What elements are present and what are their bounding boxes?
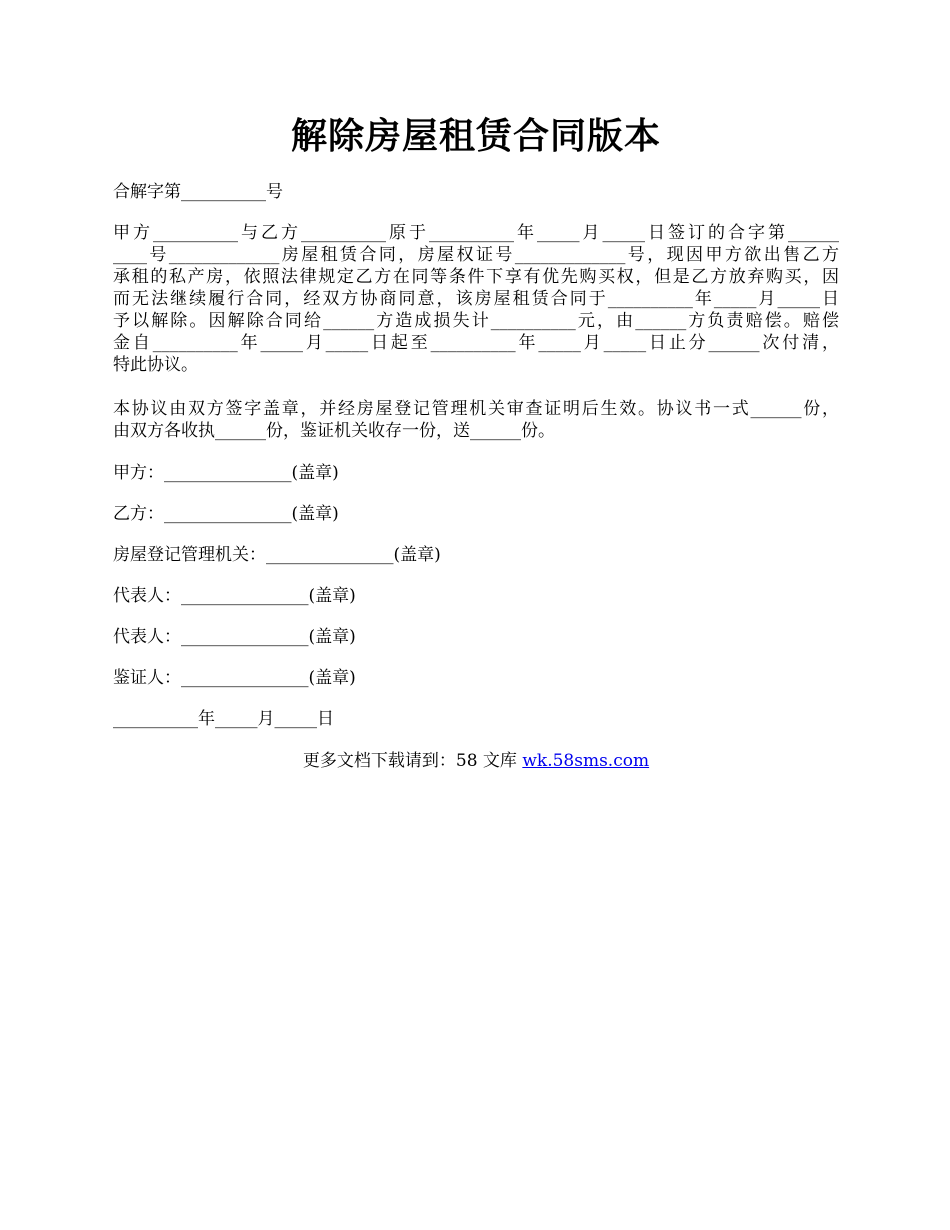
paragraph-line: 金自__________年_____月_____日起至__________年_____月_____日止分______次付清， <box>113 333 839 353</box>
paragraph-line: 而无法继续履行合同，经双方协商同意，该房屋租赁合同于__________年_____月_____日 <box>113 289 839 309</box>
authority-signature: 房屋登记管理机关：_______________(盖章) <box>113 545 441 565</box>
representative-signature: 代表人：_______________(盖章) <box>113 627 356 647</box>
document-title: 解除房屋租赁合同版本 <box>290 115 661 157</box>
footer-text: 更多文档下载请到：58 文库 <box>302 751 523 771</box>
witness-signature: 鉴证人：_______________(盖章) <box>113 668 356 688</box>
signing-date: __________年_____月_____日 <box>113 709 334 729</box>
paragraph-line: 本协议由双方签字盖章，并经房屋登记管理机关审查证明后生效。协议书一式______份， <box>113 399 839 419</box>
footer-link[interactable]: wk.58sms.com <box>522 751 650 771</box>
footer <box>113 750 839 772</box>
contract-number-line: 合解字第__________号 <box>113 182 283 202</box>
effectiveness-paragraph <box>113 398 839 442</box>
paragraph-line: 甲方__________与乙方__________原于__________年_____月_____日签订的合字第______ <box>113 223 839 243</box>
termination-paragraph <box>113 222 839 376</box>
representative-signature: 代表人：_______________(盖章) <box>113 586 356 606</box>
paragraph-line: 由双方各收执______份，鉴证机关收存一份，送______份。 <box>113 421 555 441</box>
paragraph-line: 特此协议。 <box>113 355 198 375</box>
party-b-signature: 乙方：_______________(盖章) <box>113 504 339 524</box>
paragraph-line: ____号_____________房屋租赁合同，房屋权证号_____________号，现因甲方欲出售乙方 <box>113 245 839 265</box>
paragraph-line: 承租的私产房，依照法律规定乙方在同等条件下享有优先购买权，但是乙方放弃购买，因 <box>113 267 839 287</box>
party-a-signature: 甲方：_______________(盖章) <box>113 463 339 483</box>
paragraph-line: 予以解除。因解除合同给______方造成损失计__________元，由______方负责赔偿。赔偿 <box>113 311 839 331</box>
